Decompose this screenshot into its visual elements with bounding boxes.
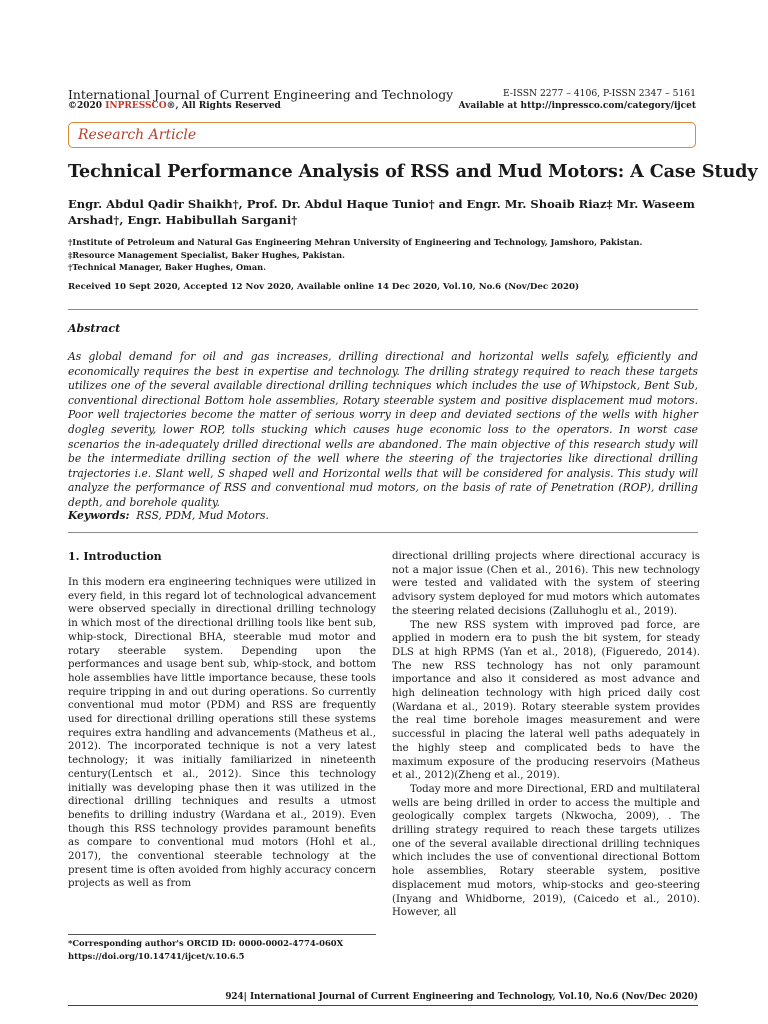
article-type-label: Research Article <box>78 127 197 143</box>
copyright-suffix: ®, All Rights Reserved <box>166 101 281 111</box>
keywords-value: RSS, PDM, Mud Motors. <box>136 509 269 522</box>
received-dates: Received 10 Sept 2020, Accepted 12 Nov 2020, Available online 14 Dec 2020, Vol.10, No.6 (Nov/Dec 2020) <box>68 282 580 292</box>
abstract-heading: Abstract <box>68 322 121 335</box>
divider-top <box>68 309 698 310</box>
affiliation-2: ‡Resource Management Specialist, Baker Hughes, Pakistan. <box>68 249 345 260</box>
copyright-line <box>68 101 281 111</box>
availability-line: Available at http://inpressco.com/category/ijcet <box>458 101 696 111</box>
footer-rule <box>68 1005 698 1006</box>
footnote <box>68 937 343 962</box>
body-paragraph: The new RSS system with improved pad force, are applied in modern era to push the bit system, for steady DLS at high RPMS (Yan et al., 2018), (Figueredo, 2014). The new RSS technology has not only paramount importance and also it considered as most advance and high delineation technology with high priced daily cost (Wardana et al., 2019). Rotary steerable system provides the real time borehole images measurement and were successful in placing the lateral well paths adequately in the highly steep and complicated beds to have the maximum exposure of the producing reservoirs (Matheus et al., 2012)(Zheng et al., 2019). <box>392 619 700 782</box>
left-column <box>68 576 376 891</box>
article-type-box <box>68 122 696 148</box>
journal-name: International Journal of Current Engineering and Technology <box>68 87 454 102</box>
keywords-label: Keywords: <box>68 509 130 522</box>
doi-link[interactable]: https://doi.org/10.14741/ijcet/v.10.6.5 <box>68 950 245 961</box>
keywords-line <box>68 509 269 522</box>
copyright-prefix: ©2020 <box>68 101 106 111</box>
abstract-text: As global demand for oil and gas increases, drilling directional and horizontal wells safely, efficiently and economically requires the best in expertise and technology. The drilling strategy required to reach these targets utilizes one of the several available directional drilling techniques which includes the use of Whipstock, Bent Sub, conventional directional Bottom hole assemblies, Rotary steerable system and positive displacement mud motors. Poor well trajectories become the matter of serious worry in deep and deviated sections of the wells with higher dogleg severity, lower ROP, tolls stucking which causes huge economic loss to the operators. In worst case scenarios the in-adequately drilled directional wells are abandoned. The main objective of this research study will be the intermediate drilling section of the well where the steering of the trajectories like directional drilling trajectories i.e. Slant well, S shaped well and Horizontal wells that will be considered for analysis. This study will analyze the performance of RSS and conventional mud motors, on the basis of rate of Penetration (ROP), drilling depth, and borehole quality. <box>68 350 698 509</box>
corresponding-author-orcid: *Corresponding author's ORCID ID: 0000-0002-4774-060X <box>68 938 344 948</box>
right-column <box>392 550 700 920</box>
footnote-divider <box>68 934 376 935</box>
affiliation-1: †Institute of Petroleum and Natural Gas Engineering Mehran University of Engineering and Technology, Jamshoro, Pakistan. <box>68 237 643 247</box>
body-paragraph: Today more and more Directional, ERD and multilateral wells are being drilled in order to access the multiple and geologically complex targets (Nkwocha, 2009), . The drilling strategy required to reach these targets utilizes one of the several available directional drilling techniques which includes the use of conventional directional Bottom hole assemblies, Rotary steerable system, positive displacement mud motors, whip-stocks and geo-steering (Inyang and Whidborne, 2019), (Caicedo et al., 2010). However, all <box>392 783 700 919</box>
author-list: Engr. Abdul Qadir Shaikh†, Prof. Dr. Abdul Haque Tunio† and Engr. Mr. Shoaib Riaz‡ Mr. Waseem Arshad†, Engr. Habibullah Sargani† <box>68 197 695 227</box>
section-heading-introduction: 1. Introduction <box>68 550 162 563</box>
issn-line: E-ISSN 2277 – 4106, P-ISSN 2347 – 5161 <box>502 88 696 99</box>
affiliation-3: †Technical Manager, Baker Hughes, Oman. <box>68 262 266 272</box>
body-paragraph: directional drilling projects where directional accuracy is not a major issue (Chen et al., 2016). This new technology were tested and validated with the system of steering advisory system deployed for mud motors which automates the steering related decisions (Zalluhoglu et al., 2019). <box>392 551 700 617</box>
body-paragraph: In this modern era engineering techniques were utilized in every field, in this regard lot of technological advancement were observed specially in directional drilling technology in which most of the directional drilling tools like bent sub, whip-stock, Directional BHA, steerable mud motor and rotary steerable system. Depending upon the performances and usage bent sub, whip-stock, and bottom hole assemblies have little importance because, these tools require tripping in and out during operations. So currently conventional mud motor (PDM) and RSS are frequently used for directional drilling operations still these systems requires extra handling and advancements (Matheus et al., 2012). The incorporated technique is not a very latest technology; it was initially familiarized in nineteenth century(Lentsch et al., 2012). Since this technology initially was developing phase then it was utilized in the directional drilling techniques and results a utmost benefits to drilling industry (Wardana et al., 2019). Even though this RSS technology provides paramount benefits as compare to conventional mud motors (Hohl et al., 2017), the conventional steerable technology at the present time is often avoided from highly accuracy concern projects as well as from <box>68 577 377 890</box>
page-footer: 924| International Journal of Current Engineering and Technology, Vol.10, No.6 (Nov/Dec 2020) <box>225 992 698 1002</box>
divider-keywords <box>68 532 698 533</box>
affiliations <box>68 236 642 274</box>
paper-title: Technical Performance Analysis of RSS and Mud Motors: A Case Study <box>68 161 758 182</box>
publisher-name: INPRESSCO <box>105 101 167 111</box>
